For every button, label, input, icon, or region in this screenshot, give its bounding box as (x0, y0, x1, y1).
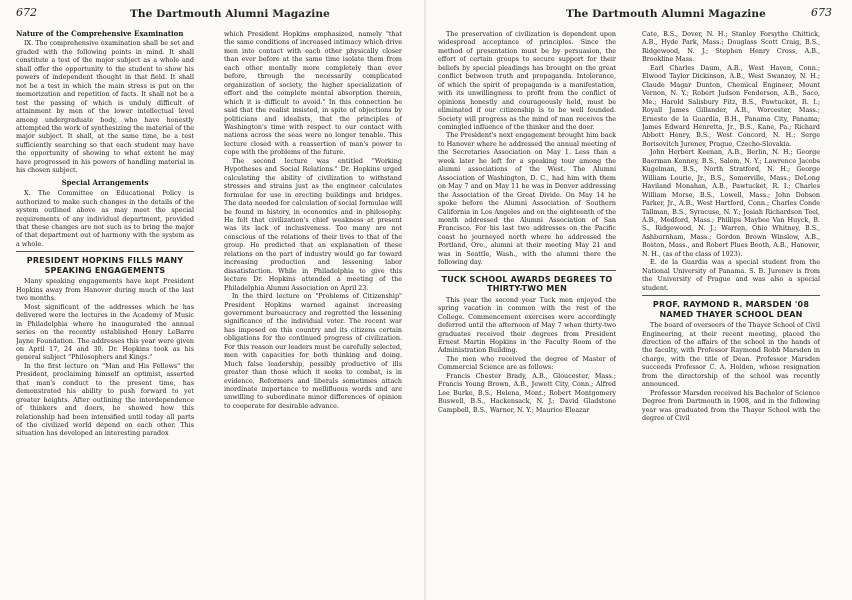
paragraph: Many speaking engagements have kept President Hopkins away from Hanover during much of the last two months. (16, 277, 194, 303)
paragraph: The men who received the degree of Master of Commercial Science are as follows: (438, 354, 616, 372)
paragraph: Professor Marsden received his Bachelor of Science Degree from Dartmouth in 1908, and in the following year was graduated from the Thayer School with the degree of Civil (642, 388, 820, 423)
paragraph: In the third lecture on "Problems of Citizenship" President Hopkins warned against increasing government bureaucracy and regretted the lessening significance of the individual voter. The recent war has imposed on this country and its citizens certain obligations for the continued progress of civilization. For this reason our leaders must be carefully selected, men with capacities for both thinking and doing. Much false leadership, possibly productive of ills greater than those which it seeks to combat, is in evidence. Reformers and liberals sometimes attach inordinate importance to mellifluous words and are unwilling to subordinate minor differences of opinion to cooperate for desirable advance. (224, 292, 402, 410)
paragraph: Francis Chester Brady, A.B., Gloucester, Mass.; Francis Young Brown, A.B., Jewett City, Conn.; Alfred Lee Burke, B.S., Helena, Mont.; Robert Montgomery Buswell, B.S., Hackensack, N. J.; David Gladstone Campbell, B.S., Warner, N. Y.; Maurice Eleazar (438, 371, 616, 414)
paragraph: X. The Committee on Educational Policy is authorized to make such changes in the details of the system outlined above as may meet the special requirements of any individual department, provided that these changes are not such as to bring the major of that department out of harmony with the system as a whole. (16, 189, 194, 248)
right-page (426, 0, 852, 600)
paragraph: This year the second year Tuck men enjoyed the spring vacation in common with the rest of the College. Commencement exercises were accordingly deferred until the afternoon of May 7 when thirty-two graduates received their degrees from President Ernest Martin Hopkins in the Faculty Room of the Administration Building. (438, 295, 616, 355)
article-headline: PRESIDENT HOPKINS FILLS MANY SPEAKING ENGAGEMENTS (26, 256, 184, 275)
paragraph: The board of overseers of the Thayer School of Civil Engineering, at their recent meeting, placed the direction of the affairs of the school in the hands of the faculty, with Professor Raymond Robb Marsden in charge, with the title of Dean. Professor Marsden succeeds Professor C. A. Holden, whose resignation from the directorship of the school was recently announced. (642, 321, 820, 389)
running-head: The Dartmouth Alumni Magazine (566, 8, 766, 20)
paragraph: IX. The comprehensive examination shall be set and graded with the following points in mind. It shall constitute a test of the major subject as a whole and shall offer the opportunity to the student to show his powers of independent thought in that field. It shall not be a test in which the main stress is put on the memorization and repetition of facts. It shall not be a test the passing of which is unduly difficult of attainment by men of the lower intellectual level among undergraduate body, who have honestly attempted the work of synthesizing the material of the major subject. It shall, at the same time, be a test sufficiently searching so that each student may have the opportunity of showing to what extent he may have progressed in his powers of handling material in his chosen subject. (16, 39, 194, 175)
section-heading: Nature of the Comprehensive Examination (16, 30, 184, 38)
paragraph: John Herbert Keenan, A.B., Berlin, N. H.; George Baerman Kenney, B.S., Salem, N. Y.; Lawrence Jacobs Kugelman, B.S., North Stratford, N. H.; George William Lourie, Jr., B.S., Somerville, Mass.; DeLong Haviland Monahan, A.B., Pawtucket, R. I.; Charles William Morse, B.S., Lowell, Mass.; John Dobson Parker, Jr., A.B., West Hartford, Conn.; Charles Conde Tallman, B.S., Syracuse, N. Y.; Josiah Richardson Teel, A.B., Medford, Mass.; Phillips Maybee Van Huyck, B. S., Ridgewood, N. J.; Warren, Ohio Whitney, B.S., Ashburnham, Mass.; Gordon Brown Winslow, A.B., Boston, Mass., and Robert Plues Booth, A.B., Hanover, N. H., (as of the class of 1923). (642, 148, 820, 258)
right-column-2 (642, 30, 820, 590)
section-heading: Special Arrangements (61, 177, 149, 187)
page-number: 673 (811, 6, 832, 19)
paragraph: Cate, B.S., Dover, N. H.; Stanley Forsythe Chittick, A.B., Hyde Park, Mass.; Douglass Scott Craig, B.S., Ridgewood, N. J.; Stephen Henry Cross, A.B., Brookline Mass. (642, 30, 820, 64)
running-head: The Dartmouth Alumni Magazine (130, 8, 330, 20)
divider (438, 270, 616, 271)
paragraph: The second lecture was entitled "Working Hypotheses and Social Relations." Dr. Hopkins urged calculating the ability of civilization to withstand stresses and strains just as the engineer calculates formulae for use in erecting buildings and bridges. The data needed for calculation of social formulae will be found in history, in economics and in philosophy. He felt that civilization's chief weakness at present was its lack of inclusiveness. Too many are not conscious of the relations of their lives to that of the group. He predicted that an explanation of these relations on the part of industry would go far toward increasing production and lessening labor dissatisfaction. While in Philadelphia to give this lecture Dr. Hopkins attended a meeting of the Philadelphia Alumni Association on April 23. (224, 156, 402, 292)
page-number: 672 (16, 6, 37, 19)
paragraph: In the first lecture on "Man and His Fellows" the President, proclaiming himself an optimist, asserted that man's conduct to the present time, has demonstrated his ability to push forward to yet greater heights. After outlining the interdependence of thinkers and doers, he showed how this relationship had been intensified until today all parts of the civilized world depend on each other. This situation has developed an interesting paradox (16, 361, 194, 438)
right-column-1 (438, 30, 616, 590)
paragraph: which President Hopkins emphasized, namely "that the same conditions of increased intimacy which drive men into contact with each other physically closer than ever before at the same time isolate them from each other mentally more completely than ever before, through the necessarily complicated organization of society, the higher specialization of effort and the complete mental absorption therein, which it is difficult to avoid." In this connection he said that the realist insisted, in spite of objections by politicians and idealists, that the principles of Washington's time with respect to our contact with nations across the seas were no longer tenable. This lecture closed with a reassertion of man's power to cope with the problems of the future. (224, 30, 402, 157)
divider (642, 295, 820, 296)
paragraph: The preservation of civilization is dependent upon widespread acceptance of principles. Since the method of presentation must be by persuasion, the effort of certain groups to secure support for their beliefs by special pleadings has brought on the great conflict between truth and propaganda. Intolerance, of which the spirit of propaganda is a manifestation, with its unwillingness to profit from the conflict of opinions honestly and courageously held, must be eliminated if our citizenship is to be well founded. Society will progress as the mind of man receives the comingled influence of the thinker and the doer. (438, 30, 616, 131)
article-headline: PROF. RAYMOND R. MARSDEN '08 NAMED THAYER SCHOOL DEAN (652, 300, 810, 319)
left-column-1 (16, 30, 194, 590)
paragraph: Most significant of the addresses which he has delivered were the lectures in the Academy of Music in Philadelphia where he inaugurated the annual series on the recently established Henry LeBarre Jayne Foundation. The addresses this year were given on April 17, 24 and 30. Dr. Hopkins took as his general subject "Philosophers and Kings." (16, 302, 194, 362)
divider (16, 251, 194, 252)
left-column-2 (224, 30, 402, 590)
article-headline: TUCK SCHOOL AWARDS DEGREES TO THIRTY-TWO MEN (441, 274, 613, 294)
paragraph: E. de la Guardia was a special student from the National University of Panama. S. B. Jurenev is from the University of Prague and was also a special student. (642, 258, 820, 292)
paragraph: The President's next engagement brought him back to Hanover where he addressed the annual meeting of the Secretaries Association on May 1. Less than a week later he left for a speaking tour among the alumni associations of the West. The Alumni Association of Washington, D. C., had him with them on May 7 and on May 11 he was in Denver addressing the Association of the Great Divide. On May 14 he spoke before the Alumni Association of Southern California in Los Angeles and on the eighteenth of the month addressed the Alumni Association of San Francisco. For his last two addresses on the Pacific coast he journeyed north where he addressed the Portland, Ore., alumni at their meeting May 21 and was in Seattle, Wash., with the alumni there the following day. (438, 131, 616, 267)
paragraph: Earl Charles Daum, A.B., West Haven, Conn.; Elwood Taylor Dickinson, A.B., West Swanzey, N. H.; Claude Magar Dunton, Chemical Engineer, Mount Vernon, N. Y.; Robert Judson Fenderson, A.B., Saco, Me.; Harold Salisbury Fitz, B.S., Pawtucket, R. I.; Royall James Gillander, A.B., Worcester, Mass.; Ernesto de la Guardia, B.H., Panama City, Panama; James Edward Henretta, Jr., B.S., Kane, Pa.; Richard Abbott Henry, B.S., West Concord, N. H.; Serge Borisovitch Jurenev, Prague, Czecho-Slovakia. (642, 63, 820, 148)
